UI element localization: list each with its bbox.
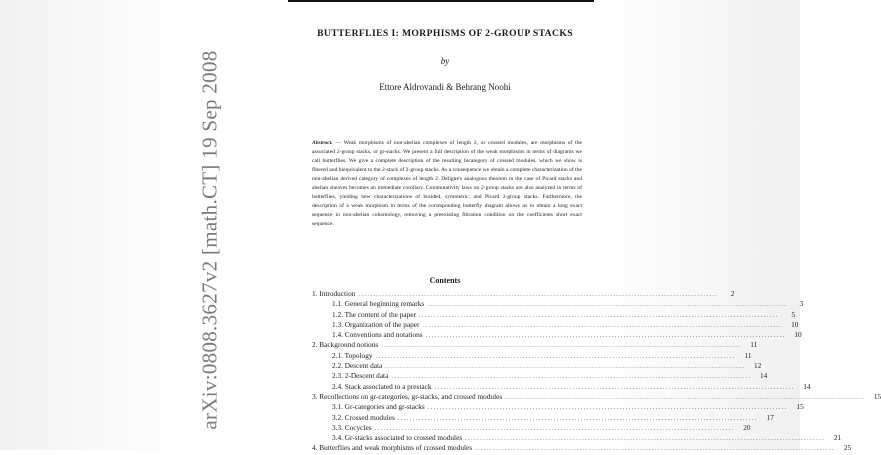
toc-entry-title: 1.3. Organization of the paper	[332, 319, 420, 329]
arxiv-stamp: arXiv:0808.3627v2 [math.CT] 19 Sep 2008	[197, 50, 222, 430]
table-of-contents	[312, 289, 881, 454]
toc-leader-dots: ........................................................................................................................	[425, 333, 786, 340]
toc-leader-dots: ........................................................................................................................	[418, 312, 779, 319]
toc-leader-dots: ........................................................................................................................	[434, 384, 795, 391]
paper-page	[300, 0, 881, 453]
toc-entry[interactable]	[312, 309, 795, 320]
toc-entry-title: 4. Butterflies and weak morphisms of crossed modules	[312, 443, 473, 453]
toc-entry-page: 2	[730, 289, 735, 298]
toc-entry-title: 1.1. General beginning remarks	[332, 299, 425, 309]
by-line: by	[440, 56, 450, 66]
toc-leader-dots: ........................................................................................................................	[475, 446, 836, 453]
toc-entry[interactable]	[312, 412, 774, 423]
toc-entry-page: 25	[843, 443, 852, 453]
toc-entry-page: 5	[791, 309, 795, 319]
toc-entry-title: 3.2. Crossed modules	[332, 412, 395, 422]
toc-entry-page: 17	[766, 412, 774, 422]
toc-entry-page: 3	[799, 299, 804, 309]
toc-leader-dots: ........................................................................................................................	[465, 436, 826, 443]
toc-entry[interactable]	[312, 289, 735, 299]
toc-entry[interactable]	[312, 371, 768, 381]
toc-entry-title: 1.4. Conventions and notations	[332, 330, 423, 340]
toc-entry-title: 3.4. Gr-stacks associated to crossed modules	[332, 433, 463, 443]
toc-entry-page: 12	[753, 361, 762, 371]
toc-entry-title: 2.4. Stack associated to a prestack	[332, 381, 432, 391]
toc-entry-title: 2.2. Descent data	[332, 361, 383, 371]
toc-entry[interactable]	[312, 340, 758, 350]
contents-heading: Contents	[429, 276, 461, 285]
toc-entry[interactable]	[312, 422, 751, 433]
toc-entry-title: 3.1. Gr-categories and gr-stacks	[332, 402, 425, 412]
left-margin-background	[0, 0, 190, 450]
toc-entry-page: 21	[833, 433, 842, 443]
toc-leader-dots: ........................................................................................................................	[427, 405, 788, 412]
toc-entry-page: 14	[760, 371, 768, 381]
toc-entry-page: 14	[803, 381, 811, 391]
authors: Ettore Aldrovandi & Behrang Noohi	[379, 82, 511, 92]
toc-entry[interactable]	[312, 381, 811, 392]
toc-entry[interactable]	[312, 330, 802, 340]
toc-entry-title: 3.3. Cocycles	[332, 422, 372, 432]
toc-leader-dots: ........................................................................................................................	[381, 343, 742, 350]
toc-entry-page: 11	[744, 350, 752, 360]
toc-entry-title: 2.1. Topology	[332, 350, 373, 360]
toc-entry-title: 1. Introduction	[312, 289, 356, 298]
toc-entry[interactable]	[312, 402, 804, 412]
abstract	[312, 139, 582, 229]
toc-entry-page: 10	[791, 319, 799, 329]
toc-entry[interactable]	[312, 443, 852, 453]
toc-leader-dots: ........................................................................................................................	[422, 322, 783, 329]
toc-entry-title: 1.2. The content of the paper	[332, 309, 416, 319]
abstract-text: — Weak morphisms of non-abelian complexes of length 2, or crossed modules, are morphisms of the associated 2-group stacks, or gr-stacks. We present a full description of the weak morphisms in terms of diagrams we call butterflies. We give a complete description of the resulting bicategory of crossed modules, which we show is fibered and biequivalent to the 2-stack of 2-group stacks. As a consequence we obtain a complete characterization of the non-abelian derived category of complexes of length 2. Deligne's analogous theorem in the case of Picard stacks and abelian sheaves becomes an immediate corollary. Commutativity laws on 2-group stacks are also analyzed in terms of butterflies, yielding new characterizations of braided, symmetric, and Picard 2-group stacks. Furthermore, the description of a weak morphism in terms of the corresponding butterfly diagram allows us to obtain a long exact sequence in non-abelian cohomology, removing a preexisting fibration condition on the coefficients short exact sequence.	[312, 140, 582, 227]
toc-leader-dots: ........................................................................................................................	[374, 425, 735, 432]
toc-leader-dots: ........................................................................................................................	[385, 364, 746, 371]
toc-entry-title: 2.3. 2-Descent data	[332, 371, 389, 381]
toc-leader-dots: ........................................................................................................................	[391, 374, 752, 381]
toc-entry[interactable]	[312, 350, 752, 361]
toc-entry-page: 11	[750, 340, 758, 350]
toc-entry-page: 15	[873, 391, 881, 401]
abstract-label: Abstract.	[312, 140, 333, 146]
toc-leader-dots: ........................................................................................................................	[505, 394, 866, 401]
toc-leader-dots: ........................................................................................................................	[358, 292, 719, 298]
toc-leader-dots: ........................................................................................................................	[397, 415, 758, 422]
toc-entry-title: 2. Background notions	[312, 340, 379, 350]
toc-entry[interactable]	[312, 433, 842, 443]
toc-entry-page: 10	[794, 330, 802, 340]
toc-entry-page: 20	[743, 422, 751, 432]
paper-title: BUTTERFLIES I: MORPHISMS OF 2-GROUP STACKS	[317, 28, 573, 39]
toc-entry[interactable]	[312, 319, 799, 330]
toc-entry[interactable]	[312, 391, 881, 402]
toc-entry-title: 3. Recollections on gr-categories, gr-stacks, and crossed modules	[312, 391, 503, 401]
toc-entry-page: 15	[796, 402, 804, 412]
toc-leader-dots: ........................................................................................................................	[427, 302, 788, 309]
toc-entry[interactable]	[312, 361, 762, 371]
toc-leader-dots: ........................................................................................................................	[375, 353, 736, 360]
toc-entry[interactable]	[312, 299, 804, 309]
